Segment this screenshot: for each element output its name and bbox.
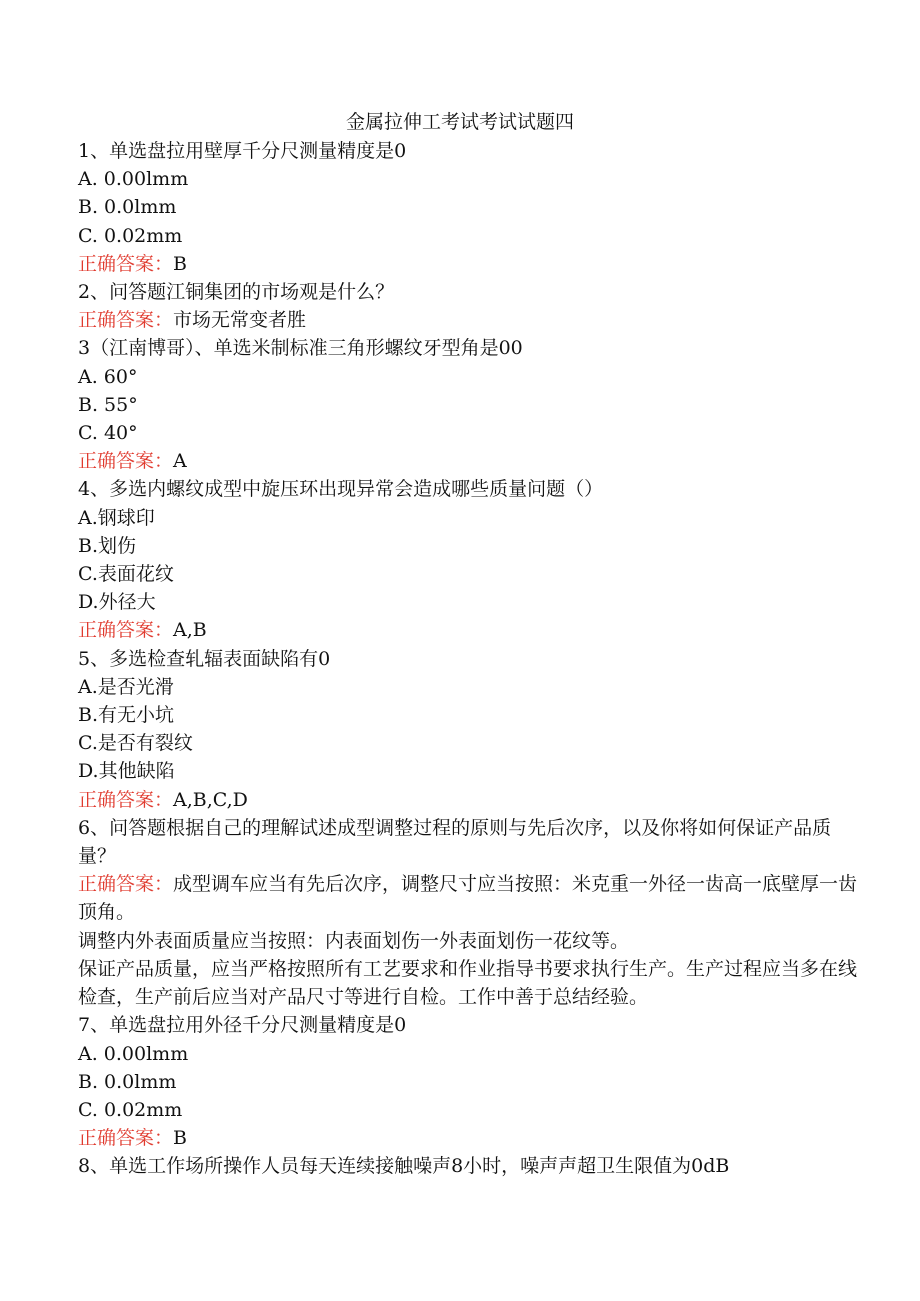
- answer-label: 正确答案：: [78, 1127, 174, 1150]
- question-stem: 5、多选检查轧辐表面缺陷有0: [78, 647, 331, 670]
- answer-line: [78, 1124, 858, 1152]
- answer-line: [78, 870, 858, 926]
- question-stem: 6、问答题根据自己的理解试述成型调整过程的原则与先后次序，以及你将如何保证产品质量？: [78, 816, 832, 868]
- option-a: A. 60°: [78, 365, 138, 388]
- option-a: A. 0.00lmm: [78, 168, 189, 191]
- answer-value: A,B,C,D: [173, 788, 248, 811]
- option-a: A.是否光滑: [78, 675, 174, 698]
- answer-value: B: [173, 1127, 187, 1150]
- question-stem: 4、多选内螺纹成型中旋压环出现异常会造成哪些质量问题（）: [78, 478, 604, 501]
- option-b: B.划伤: [78, 534, 137, 557]
- answer-value: A: [173, 450, 187, 473]
- option-c: C. 0.02mm: [78, 1098, 183, 1121]
- option-a: A.钢球印: [78, 506, 155, 529]
- answer-label: 正确答案：: [78, 619, 174, 642]
- answer-line: [78, 250, 858, 278]
- answer-label: 正确答案：: [78, 252, 174, 275]
- answer-value: 市场无常变者胜: [173, 309, 307, 332]
- answer-paragraph: 保证产品质量，应当严格按照所有工艺要求和作业指导书要求执行生产。生产过程应当多在线检查，生产前后应当对产品尺寸等进行自检。工作中善于总结经验。: [78, 957, 858, 1009]
- answer-label: 正确答案：: [78, 873, 174, 896]
- answer-label: 正确答案：: [78, 788, 174, 811]
- answer-line: [78, 306, 858, 334]
- answer-label: 正确答案：: [78, 450, 174, 473]
- option-c: C. 0.02mm: [78, 224, 183, 247]
- answer-label: 正确答案：: [78, 309, 174, 332]
- option-c: C.表面花纹: [78, 563, 174, 586]
- option-c: C. 40°: [78, 422, 138, 445]
- option-a: A. 0.00lmm: [78, 1042, 189, 1065]
- answer-value: 成型调车应当有先后次序，调整尺寸应当按照：米克重一外径一齿高一底壁厚一齿顶角。: [78, 873, 858, 924]
- answer-value: A,B: [173, 619, 207, 642]
- document-title: 金属拉伸工考试考试试题四: [345, 111, 574, 133]
- answer-line: [78, 447, 858, 475]
- answer-line: [78, 786, 858, 814]
- answer-value: B: [173, 252, 187, 275]
- option-b: B. 0.0lmm: [78, 1070, 177, 1093]
- option-b: B. 0.0lmm: [78, 196, 177, 219]
- option-b: B. 55°: [78, 393, 138, 416]
- question-stem: 7、单选盘拉用外径千分尺测量精度是0: [78, 1014, 407, 1037]
- option-d: D.其他缺陷: [78, 760, 175, 783]
- option-c: C.是否有裂纹: [78, 732, 193, 755]
- question-stem: 8、单选工作场所操作人员每天连续接触噪声8小时，噪声声超卫生限值为0dB: [78, 1155, 730, 1178]
- question-stem: 1、单选盘拉用壁厚千分尺测量精度是0: [78, 140, 407, 162]
- answer-line: [78, 616, 858, 644]
- answer-paragraph: 调整内外表面质量应当按照：内表面划伤一外表面划伤一花纹等。: [78, 929, 630, 952]
- option-d: D.外径大: [78, 591, 156, 614]
- option-b: B.有无小坑: [78, 704, 175, 727]
- question-stem: 2、问答题江铜集团的市场观是什么？: [78, 281, 395, 304]
- question-stem: 3（江南博哥）、单选米制标准三角形螺纹牙型角是00: [78, 337, 523, 360]
- question-list: [78, 137, 858, 1181]
